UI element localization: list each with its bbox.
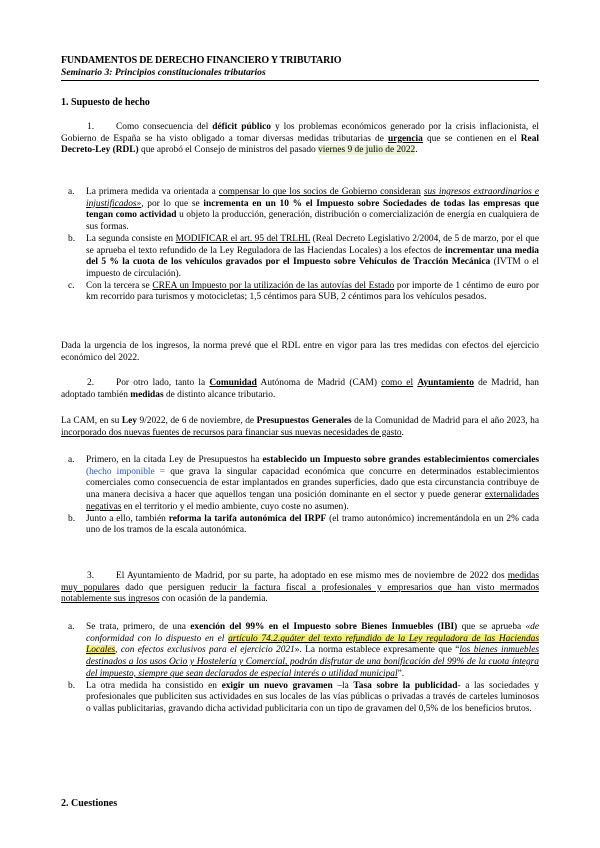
list-item: a. Se trata, primero, de una exención del 99% en el Impuesto sobre Bienes Inmuebles (IBI) que se aprueba «de conformidad con lo dispuesto en el artículo 74.2.quáter del texto refundido de la Ley reguladora de las Haciendas Locales, con efectos exclusivos para el ejercicio 2021». La norma establece expresamente que “los bienes inmuebles destinados a los usos Ocio y Hostelería y Comercial, podrán disfrutar de una bonificación del 99% de la cuota íntegra del impuesto, siempre que sean declarados de especial interés o utilidad municipal”. [68, 622, 540, 679]
list-item: c. Con la tercera se CREA un Impuesto por la utilización de las autovías del Estado por importe de 1 céntimo de euro por km recorrido para turismos y motocicletas; 1,5 céntimos para SUB, 2 céntimos para los vehículos pesados. [68, 280, 539, 303]
document-subtitle: Seminario 3: Principios constitucionales tributarios [61, 67, 539, 81]
measures-list-2 [61, 455, 539, 537]
list-item: a. Primero, en la citada Ley de Presupuestos ha establecido un Impuesto sobre grandes establecimientos comerciales (hecho imponible = que grava la singular capacidad económica que concurre en determinados establecimientos comerciales como consecuencia de estar implantados en grandes superficies, dado que esta circunstancia contribuye de una manera decisiva a hacer que aquellos tengan una posición dominante en el sector y puede generar externalidades negativas en el territorio y el medio ambiente, cuyo coste no asumen). [68, 455, 539, 512]
list-item: b. Junto a ello, también reforma la tarifa autonómica del IRPF (el tramo autonómico) incrementándola en un 2% cada uno de los tramos de la escala autonómica. [68, 513, 539, 536]
measures-list-3 [61, 622, 539, 716]
measures-list-1 [61, 187, 539, 304]
paragraph-cam: La CAM, en su Ley 9/2022, de 6 de noviembre, de Presupuestos Generales de la Comunidad de Madrid para el año 2023, ha incorporado dos nuevas fuentes de recursos para financiar sus nuevas necesidades de gasto. [61, 416, 540, 438]
paragraph-2: 2. Por otro lado, tanto la Comunidad Autónoma de Madrid (CAM) como el Ayuntamiento de Madrid, han adoptado también medidas de distinto alcance tributario. [61, 378, 539, 400]
section-1-heading: 1. Supuesto de hecho [61, 97, 150, 108]
paragraph-1: 1. Como consecuencia del déficit público y los problemas económicos generado por la crisis inflacionista, el Gobierno de España se ha visto obligado a tomar diversas medidas tributarias de urgencia que se contienen en el Real Decreto-Ley (RDL) que aprobó el Consejo de ministros del pasado viernes 9 de julio de 2022. [61, 122, 539, 156]
list-item: a. La primera medida va orientada a compensar lo que los socios de Gobierno consideran sus ingresos extraordinarios e injustificados», por lo que se incrementa en un 10 % el Impuesto sobre Sociedades de todas las empresas que tengan como actividad u objeto la producción, generación, distribución o comercialización de energía en cualquiera de sus formas. [68, 187, 540, 233]
section-2-heading: 2. Cuestiones [61, 798, 118, 809]
list-item: b. La segunda consiste en MODIFICAR el art. 95 del TRLHL (Real Decreto Legislativo 2/2004, de 5 de marzo, por el que se aprueba el texto refundido de la Ley Reguladora de las Haciendas Locales) a los efectos de incrementar una media del 5 % la cuota de los vehículos gravados por el Impuesto sobre Vehículos de Tracción Mecánica (IVTM o el impuesto de circulación). [68, 233, 539, 279]
paragraph-3: 3. El Ayuntamiento de Madrid, por su parte, ha adoptado en ese mismo mes de noviembre de 2022 dos medidas muy populares dado que persiguen reducir la factura fiscal a profesionales y empresarios que han visto mermados notablemente sus ingresos con ocasión de la pandemia. [61, 571, 539, 605]
list-item: b. La otra medida ha consistido en exigir un nuevo gravamen –la Tasa sobre la publicidad- a las sociedades y profesionales que publiciten sus actividades en sus locales de las vías públicas o privadas a través de carteles luminosos o vallas publicitarias, gravando dicha actividad publicitaria con un tipo de gravamen del 0,5% de los beneficios brutos. [68, 680, 539, 714]
paragraph-urgency: Dada la urgencia de los ingresos, la norma prevé que el RDL entre en vigor para las tres medidas con efectos del ejercicio económico del 2022. [61, 341, 539, 363]
document-title: FUNDAMENTOS DE DERECHO FINANCIERO Y TRIBUTARIO [61, 55, 342, 66]
